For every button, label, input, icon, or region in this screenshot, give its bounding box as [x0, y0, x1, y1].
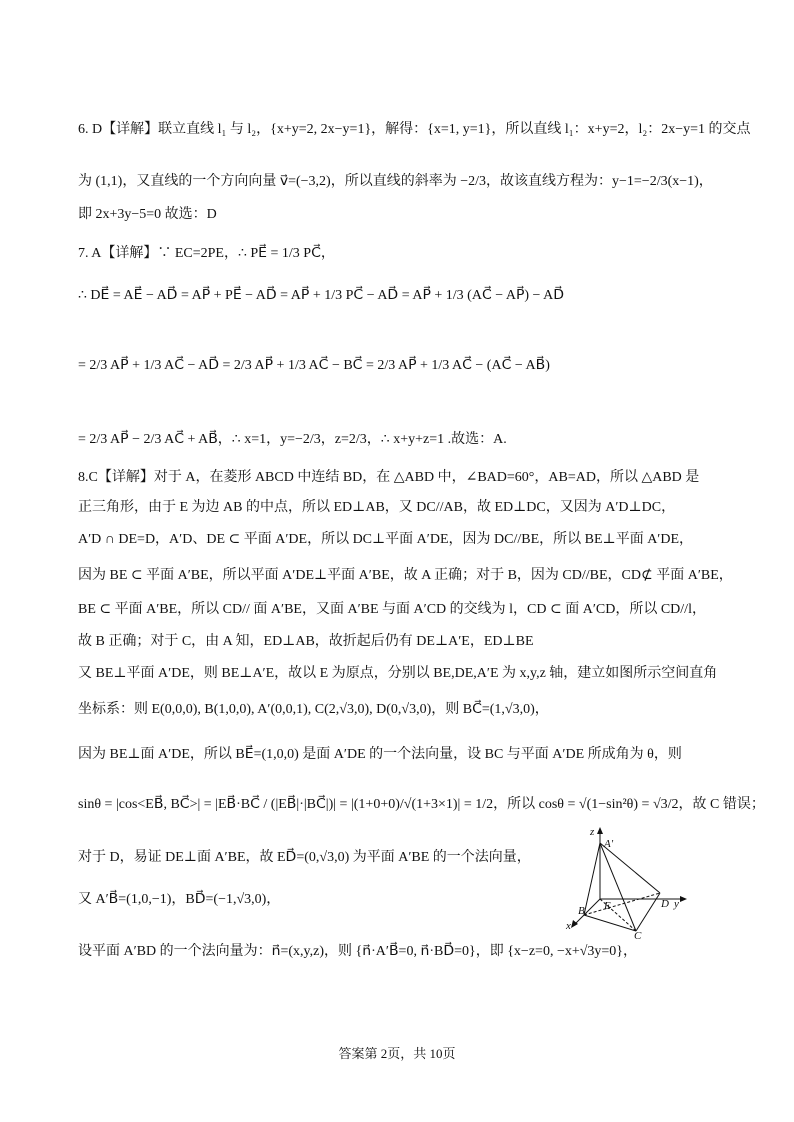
page-footer: 答案第 2页，共 10页 — [338, 1046, 456, 1061]
x-axis-arrow — [571, 920, 578, 928]
label-z: z — [590, 826, 595, 838]
text-line: ∴ DE⃗ = AE⃗ − AD⃗ = AP⃗ + PE⃗ − AD⃗ = AP⃗ + 1/3 PC⃗ − AD⃗ = AP⃗ + 1/3 (AC⃗ − AP⃗) − AD⃗ — [78, 288, 565, 303]
text-line: 设平面 A′BD 的一个法向量为：n⃗=(x,y,z)，则 {n⃗·A′B⃗=0, n⃗·BD⃗=0}，即 {x−z=0, −x+√3y=0}， — [78, 944, 638, 959]
label-x: x — [566, 920, 571, 932]
label-E: E — [604, 900, 611, 912]
text-line: 6. D【详解】联立直线 l₁ 与 l₂，{x+y=2, 2x−y=1}，解得：{x=1, y=1}，所以直线 l₁：x+y=2，l₂：2x−y=1 的交点 — [78, 122, 751, 137]
edge-BC — [584, 915, 636, 931]
text-line: 7. A【详解】∵ EC=2PE，∴ PE⃗ = 1/3 PC⃗， — [78, 246, 335, 261]
text-line: A′D ∩ DE=D，A′D、DE ⊂ 平面 A′DE，所以 DC⊥平面 A′DE，因为 DC//BE，所以 BE⊥平面 A′DE， — [78, 532, 694, 547]
text-line: 又 BE⊥平面 A′DE，则 BE⊥A′E，故以 E 为原点，分别以 BE,DE,A′E 为 x,y,z 轴，建立如图所示空间直角 — [78, 666, 718, 681]
edge-AC — [600, 843, 636, 931]
text-line: 对于 D，易证 DE⊥面 A′BE，故 ED⃗=(0,√3,0) 为平面 A′BE 的一个法向量， — [78, 850, 531, 865]
z-axis-arrow — [597, 827, 603, 834]
text-line: 故 B 正确；对于 C，由 A 知，ED⊥AB，故折起后仍有 DE⊥A′E，ED⊥BE — [78, 634, 534, 649]
text-line: 正三角形，由于 E 为边 AB 的中点，所以 ED⊥AB，又 DC//AB，故 ED⊥DC，又因为 A′D⊥DC， — [78, 500, 676, 515]
label-B: B — [578, 905, 585, 917]
text-line: 因为 BE⊥面 A′DE，所以 BE⃗=(1,0,0) 是面 A′DE 的一个法向量，设 BC 与平面 A′DE 所成角为 θ，则 — [78, 747, 682, 762]
y-axis-arrow — [680, 896, 687, 902]
edge-AD — [600, 843, 660, 893]
text-line: 因为 BE ⊂ 平面 A′BE，所以平面 A′DE⊥平面 A′BE，故 A 正确；对于 B，因为 CD//BE，CD⊄ 平面 A′BE， — [78, 568, 733, 583]
label-A: A' — [604, 838, 614, 850]
text-line: 为 (1,1)，又直线的一个方向向量 v⃗=(−3,2)，所以直线的斜率为 −2/3，故该直线方程为：y−1=−2/3(x−1)， — [78, 174, 713, 189]
text-line: = 2/3 AP⃗ − 2/3 AC⃗ + AB⃗，∴ x=1，y=−2/3，z=2/3，∴ x+y+z=1 .故选：A. — [78, 432, 507, 447]
label-y: y — [674, 898, 679, 910]
text-line: 又 A′B⃗=(1,0,−1)，BD⃗=(−1,√3,0)， — [78, 892, 281, 907]
text-line: = 2/3 AP⃗ + 1/3 AC⃗ − AD⃗ = 2/3 AP⃗ + 1/3 AC⃗ − BC⃗ = 2/3 AP⃗ + 1/3 AC⃗ − (AC⃗ − AB⃗) — [78, 358, 550, 373]
text-line: BE ⊂ 平面 A′BE，所以 CD// 面 A′BE，又面 A′BE 与面 A′CD 的交线为 l，CD ⊂ 面 A′CD，所以 CD//l， — [78, 602, 706, 617]
text-line: 坐标系：则 E(0,0,0), B(1,0,0), A′(0,0,1), C(2,√3,0), D(0,√3,0)，则 BC⃗=(1,√3,0)， — [78, 702, 549, 717]
text-line: 8.C【详解】对于 A，在菱形 ABCD 中连结 BD，在 △ABD 中，∠BAD=60°，AB=AD，所以 △ABD 是 — [78, 470, 700, 485]
edge-AB — [584, 843, 600, 915]
text-line: sinθ = |cos<EB⃗, BC⃗>| = |EB⃗·BC⃗ / (|EB⃗|·|BC⃗|)| = |(1+0+0)/√(1+3×1)| = 1/2，所以 cosθ = √(1−sin²θ) = √3/2，故 C 错误； — [78, 797, 765, 812]
text-line: 即 2x+3y−5=0 故选：D — [78, 207, 217, 222]
label-D: D — [661, 898, 669, 910]
coordinate-figure — [560, 825, 700, 940]
label-C: C — [634, 930, 642, 940]
